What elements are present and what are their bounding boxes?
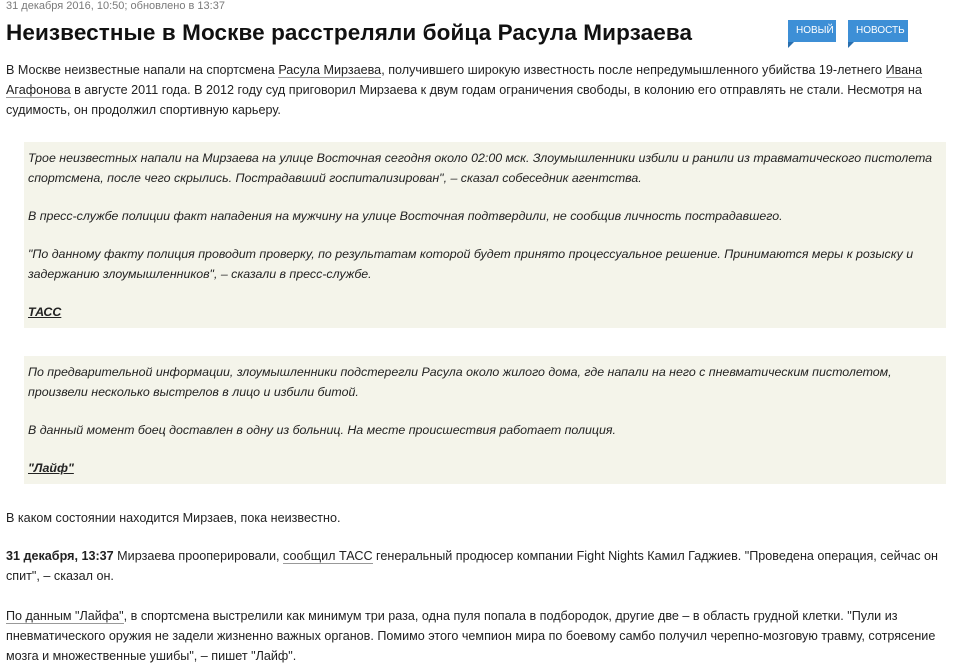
quote-paragraph: В данный момент боец доставлен в одну из больниц. На месте происшествия работает полиция. (28, 423, 616, 437)
quote-paragraph: "По данному факту полиция проводит проверку, по результатам которой будет принято процессуальное решение. Принимаются меры к розыску и задержанию злоумышленников", – сказали в пресс-службе. (28, 247, 914, 281)
quote-paragraph: Трое неизвестных напали на Мирзаева на улице Восточная сегодня около 02:00 мск. Злоумышленники избили и ранили из травматического пистолета спортсмена, после чего скрылись. Пострадавший госпитализирован", – сказал собеседник агентства. (28, 151, 933, 185)
update-text-2: генеральный продюсер компании Fight Nights Камил Гаджиев. "Проведена операция, сейчас он спит", – сказал он. (6, 549, 938, 583)
tass-report-link[interactable]: сообщил ТАСС (283, 549, 373, 563)
ivan-agafonov-link[interactable]: Ивана Агафонова (6, 63, 923, 97)
quote-source-life[interactable]: "Лайф" (28, 461, 74, 475)
intro-text-3: в августе 2011 года. В 2012 году суд приговорил Мирзаева к двум годам ограничения свободы, в колонию его отправлять не стали. Несмотря на судимость, он продолжил спортивную карьеру. (6, 83, 922, 117)
status-paragraph: В каком состоянии находится Мирзаев, пока неизвестно. (6, 511, 341, 525)
article-dateline: 31 декабря 2016, 10:50; обновлено в 13:37 (6, 0, 225, 12)
tag-new-badge[interactable]: НОВЫЙ (788, 20, 836, 42)
quote-source-tass[interactable]: ТАСС (28, 305, 62, 319)
intro-text-1: В Москве неизвестные напали на спортсмена (6, 63, 279, 77)
life-paragraph (6, 606, 944, 666)
quote-paragraph: По предварительной информации, злоумышленники подстерегли Расула около жилого дома, где напали на него с пневматическим пистолетом, произвели несколько выстрелов в лицо и избили битой. (28, 365, 892, 399)
update-paragraph (6, 546, 944, 586)
quote-paragraph: В пресс-службе полиции факт нападения на мужчину на улице Восточная подтвердили, не сообщив личность пострадавшего. (28, 209, 783, 223)
update-text-1: Мирзаева прооперировали, (113, 549, 284, 563)
rasul-mirzaev-link[interactable]: Расула Мирзаева (278, 63, 382, 77)
intro-paragraph (6, 60, 944, 120)
tag-news-badge[interactable]: НОВОСТЬ (848, 20, 908, 42)
quote-block-life (24, 356, 946, 484)
update-timestamp: 31 декабря, 13:37 (6, 549, 114, 563)
intro-text-2: , получившего широкую известность после непредумышленного убийства 19-летнего (381, 63, 886, 77)
life-report-link[interactable]: По данным "Лайфа" (6, 609, 124, 623)
article-title: Неизвестные в Москве расстреляли бойца Расула Мирзаева (6, 20, 693, 45)
life-text: , в спортсмена выстрелили как минимум три раза, одна пуля попала в подбородок, другие две – в область грудной клетки. "Пули из пневматического оружия не задели жизненно важных органов. Помимо этого чемпион мира по боевому самбо получил черепно-мозговую травму, сотрясение мозга и множественные ушибы", – пишет "Лайф". (6, 609, 936, 663)
quote-block-tass (24, 142, 946, 328)
